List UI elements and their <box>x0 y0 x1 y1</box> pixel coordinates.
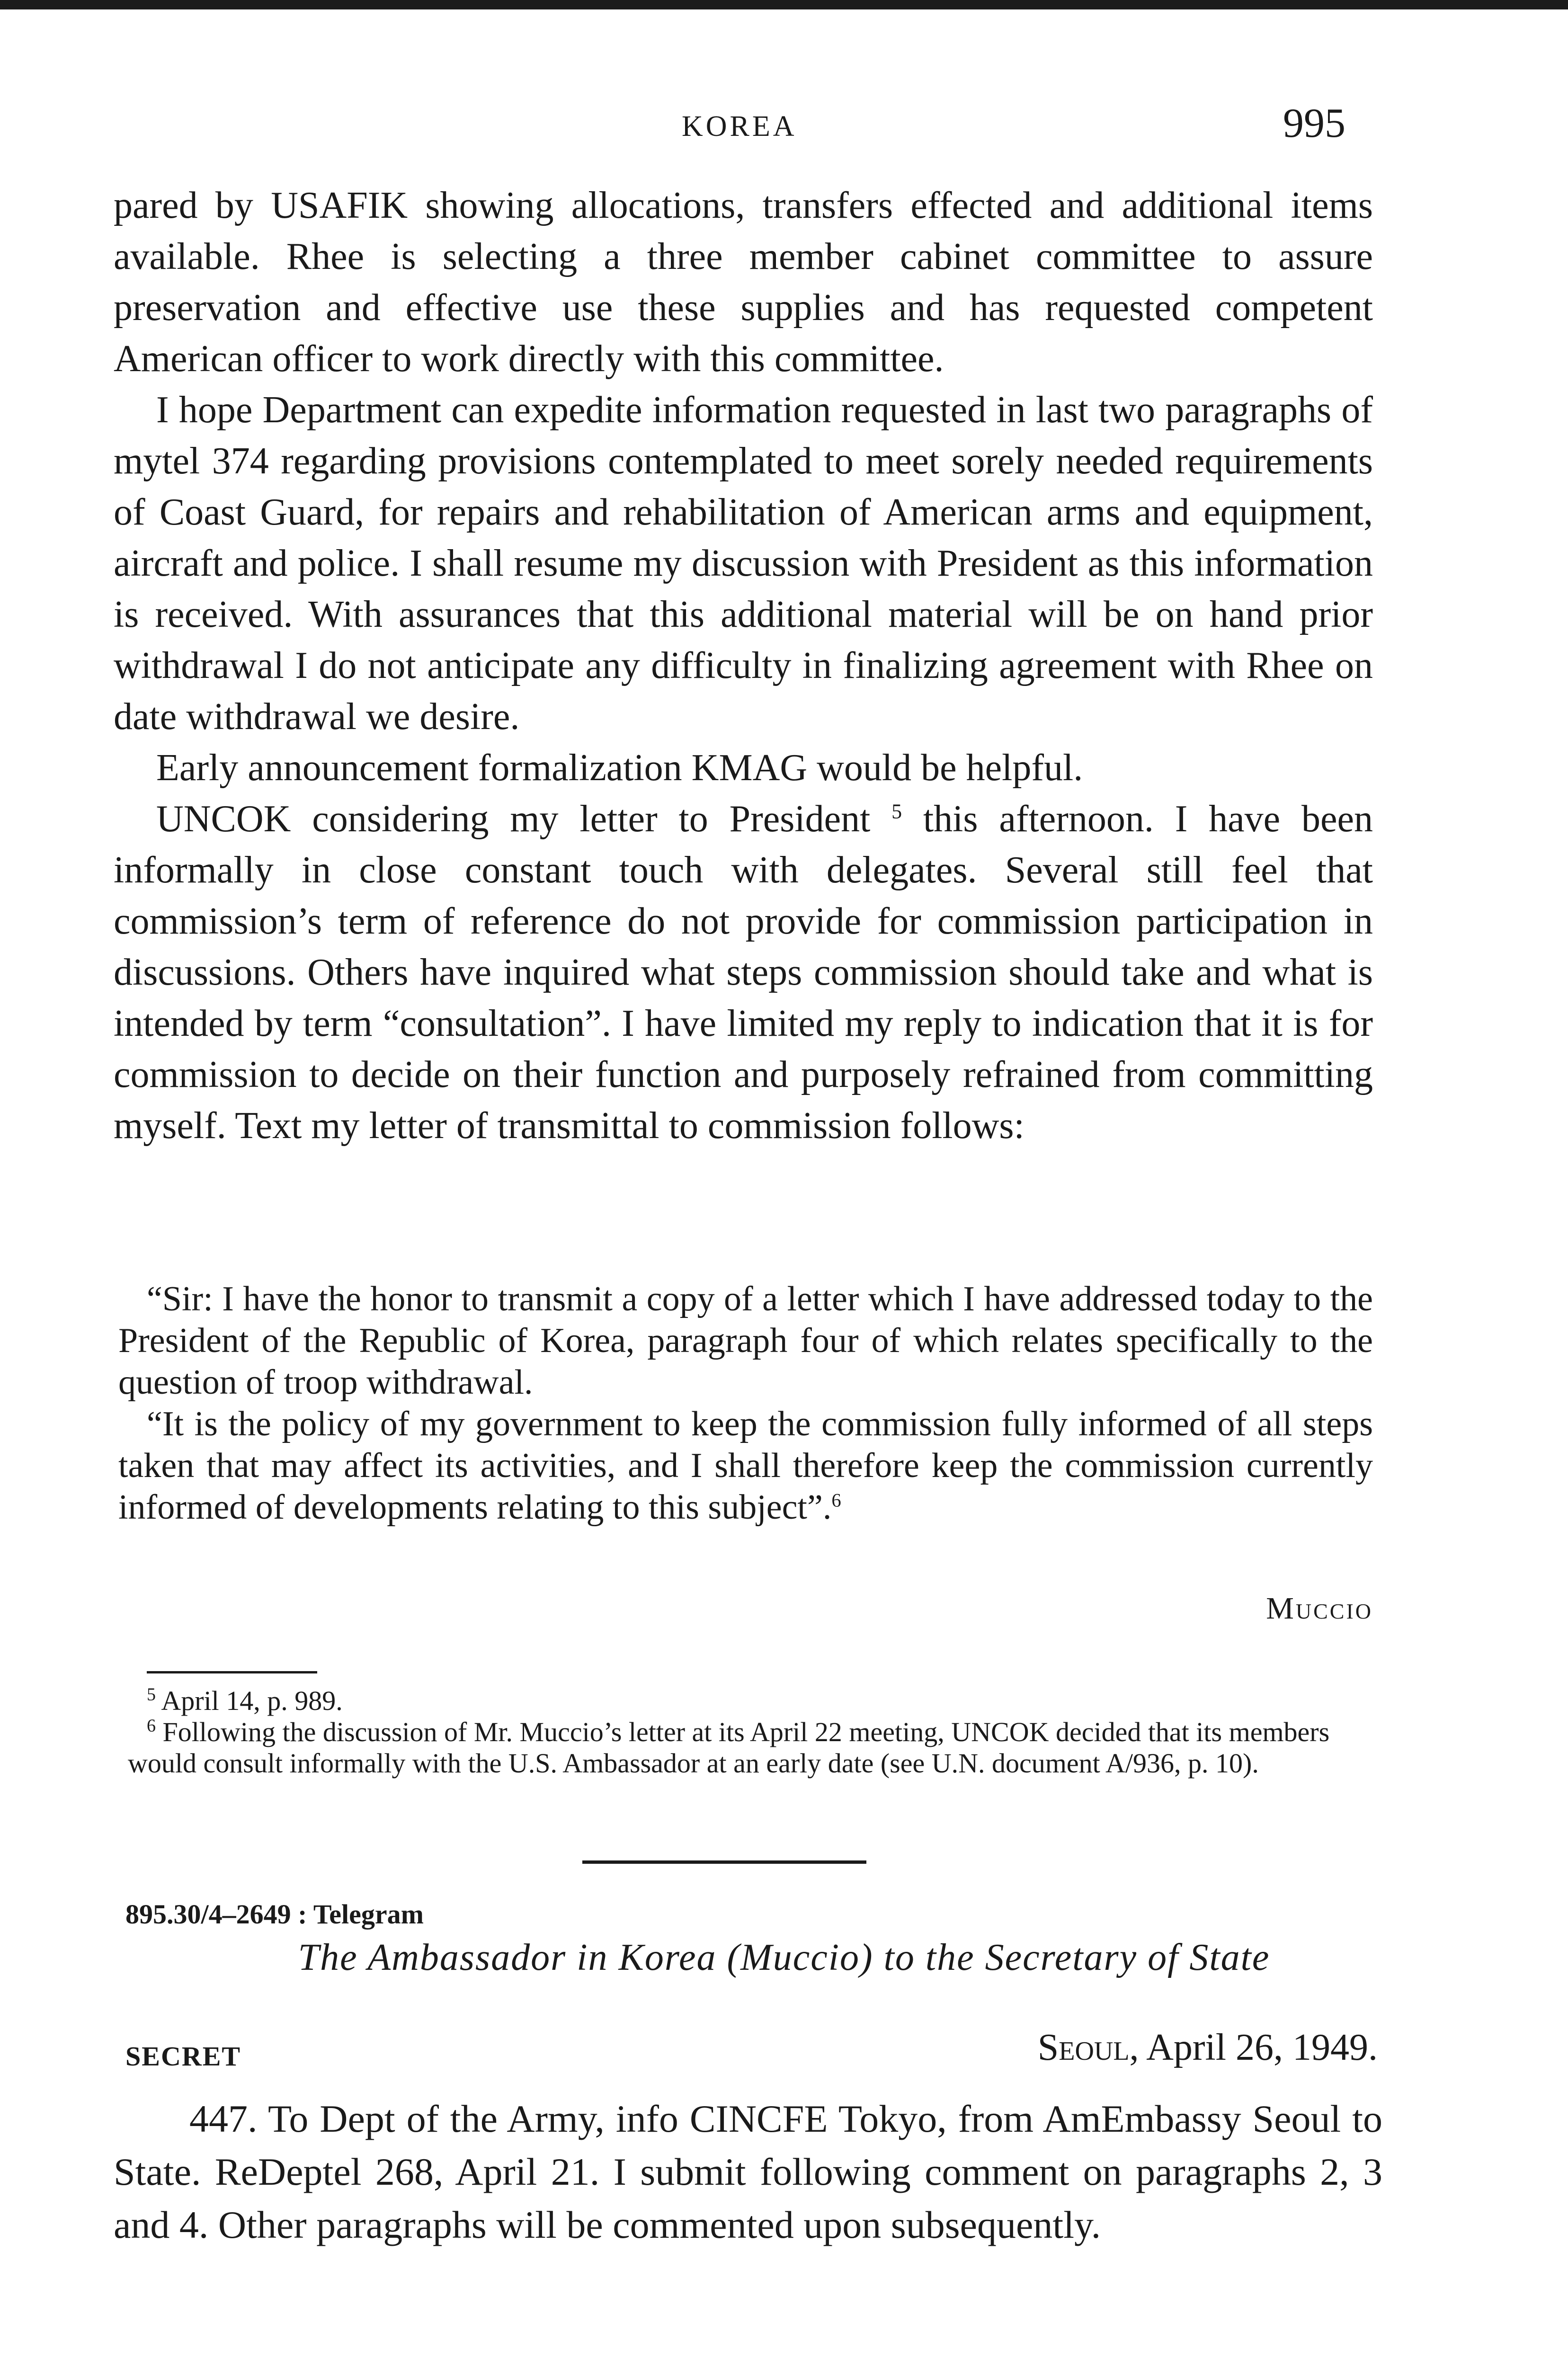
body-text <box>114 180 1373 1151</box>
running-header <box>0 99 1568 151</box>
footnote <box>128 1717 1378 1779</box>
footnote <box>128 1685 1378 1717</box>
quote-paragraph: “Sir: I have the honor to transmit a copy of a letter which I have addressed today to the President of the Republic of Korea, paragraph four of which relates specifically to the question of troop withdrawal. <box>118 1280 1373 1402</box>
scan-top-edge <box>0 0 1568 9</box>
quote-text: “It is the policy of my government to keep the commission fully informed of all steps taken that may affect its activities, and I shall therefore keep the commission currently informed of developments relating to this subject”. <box>118 1405 1373 1527</box>
running-title: KOREA <box>682 110 797 142</box>
footnote-text: April 14, p. 989. <box>161 1685 343 1716</box>
signature: Muccio <box>1266 1591 1373 1626</box>
telegram-body <box>114 2092 1382 2251</box>
paragraph: pared by USAFIK showing allocations, transfers effected and additional items available. Rhee is selecting a three member cabinet committee to assure preservation and effective use these supplies and has requested competent American officer to work directly with this committee. <box>114 185 1373 380</box>
paragraph: Early announcement formalization KMAG would be helpful. <box>156 747 1083 789</box>
quote-paragraph <box>118 1403 1373 1528</box>
paragraph: I hope Department can expedite information requested in last two paragraphs of mytel 374 regarding provisions contemplated to meet sorely needed requirements of Coast Guard, for repairs and rehabilitation of American arms and equipment, aircraft and police. I shall resume my discussion with President as this information is received. With assurances that this additional material will be on hand prior withdrawal I do not anticipate any difficulty in finalizing agreement with Rhee on date withdrawal we desire. <box>114 389 1373 738</box>
classification-label: SECRET <box>125 2041 241 2072</box>
section-separator <box>582 1860 866 1864</box>
dateline-date: April 26, 1949. <box>1139 2027 1378 2068</box>
document-file-id: 895.30/4–2649 : Telegram <box>125 1899 424 1930</box>
footnote-rule <box>147 1671 317 1673</box>
document-heading: The Ambassador in Korea (Muccio) to the Secretary of State <box>298 1937 1270 1978</box>
footnote-ref: 5 <box>891 800 902 823</box>
quoted-letter <box>118 1278 1373 1528</box>
footnote-text: Following the discussion of Mr. Muccio’s letter at its April 22 meeting, UNCOK decided that its members would consult informally with the U.S. Ambassador at an early date (see U.N. document A/936, p. 10). <box>128 1717 1330 1779</box>
paragraph-text: this afternoon. I have been informally in close constant touch with delegates. Several still feel that commission’s term of reference do not provide for commission participation in discussions. Others have inquired what steps commission should take and what is intended by term “consultation”. I have limited my reply to indication that it is for commission to decide on their function and purposely refrained from committing myself. Text my letter of transmittal to commission follows: <box>114 798 1373 1147</box>
footnote-ref: 6 <box>831 1489 841 1511</box>
paragraph-uncok <box>114 793 1373 1151</box>
dateline <box>971 2026 1378 2069</box>
footnotes <box>128 1685 1378 1779</box>
dateline-place: Seoul, <box>1037 2027 1139 2068</box>
page-number: 995 <box>1283 100 1345 146</box>
telegram-paragraph: 447. To Dept of the Army, info CINCFE Tokyo, from AmEmbassy Seoul to State. ReDeptel 268, April 21. I submit following comment on paragraphs 2, 3 and 4. Other paragraphs will be commented upon subsequently. <box>114 2097 1382 2246</box>
paragraph-text: UNCOK considering my letter to President <box>156 798 871 840</box>
footnote-mark: 5 <box>147 1684 156 1705</box>
footnote-mark: 6 <box>147 1716 156 1736</box>
